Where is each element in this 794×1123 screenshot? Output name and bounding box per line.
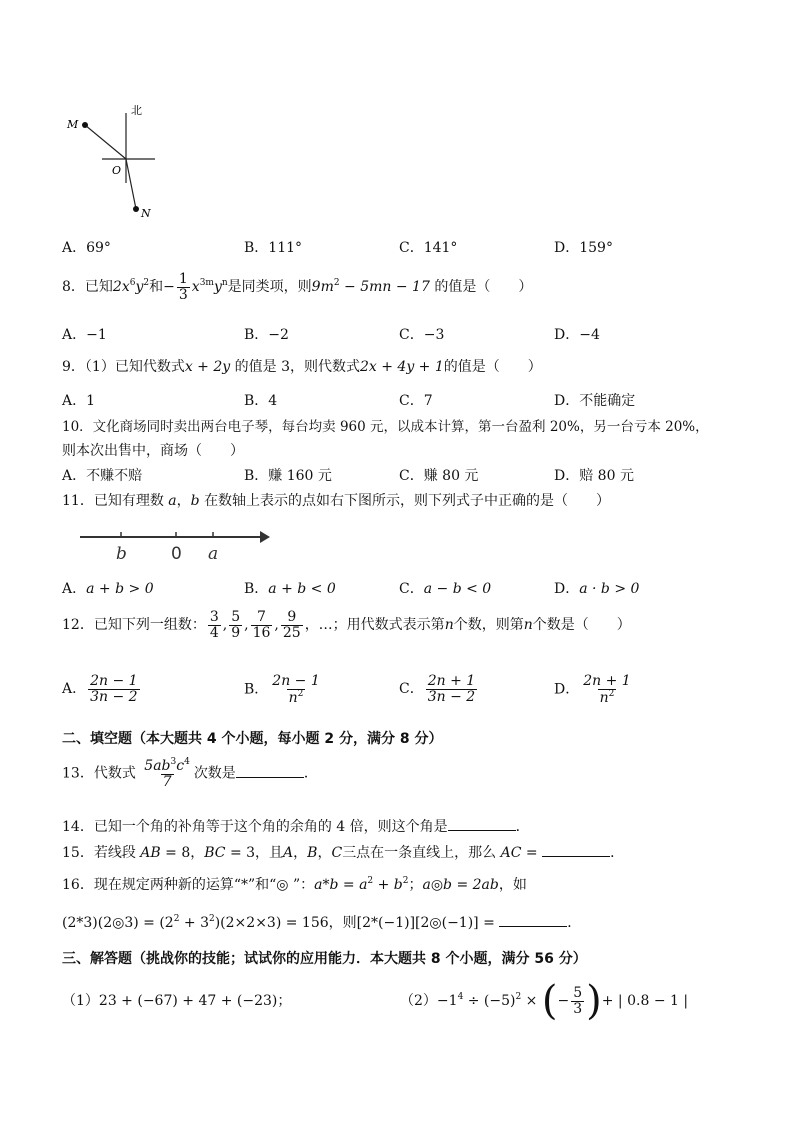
q8-option-d: D．−4	[554, 327, 600, 343]
q10-option-d: D．赔 80 元	[554, 468, 634, 484]
q11-option-b: B．a + b < 0	[244, 581, 336, 597]
q12-option-a: A． $\frac{2n - 1}{3n - 2}$	[62, 673, 138, 705]
q11-option-c: C．a − b < 0	[399, 581, 492, 597]
q7-option-b: B．111°	[244, 240, 303, 256]
q10-stem-line1: 10．文化商场同时卖出两台电子琴，每台均卖 960 元，以成本计算，第一台盈利 20%，另一台亏本 20%，	[62, 419, 709, 435]
q9-option-d: D．不能确定	[554, 393, 636, 409]
q8-stem: 8．已知$2x^6y^2$和− $\frac{1}{3}$ $x^{3m}y^n$是同类项，则$9m^2 - 5mn - 17$ 的值是（ ）	[62, 271, 533, 303]
q7-option-a: A．69°	[62, 240, 111, 256]
q9-stem: 9．（1）已知代数式x + 2y 的值是 3，则代数式2x + 4y + 1的值是（ ）	[62, 359, 542, 375]
q9-option-a: A．1	[62, 393, 96, 409]
q17-part2: $(2)-1^4 \div (-5)^2$ × (− $\frac{5}{3}$ )+ | 0.8 − 1 |	[400, 978, 689, 1024]
axis-label-a: a	[208, 544, 219, 564]
section-3-heading: 三、解答题（挑战你的技能；试试你的应用能力．本大题共 8 个小题，满分 56 分）	[62, 951, 587, 967]
q10-option-b: B．赚 160 元	[244, 468, 332, 484]
point-n-label: N	[141, 207, 151, 220]
q7-option-d: D．159°	[554, 240, 613, 256]
q9-option-c: C．7	[399, 393, 433, 409]
q12-option-c: C． $\frac{2n + 1}{3n - 2}$	[399, 673, 476, 705]
axis-label-b: b	[116, 544, 127, 564]
q8-option-a: A．−1	[62, 327, 107, 343]
direction-figure	[60, 98, 170, 223]
q16-example: (2*3)(2◎3) = $(2^2 + 3^2)(2\times 2\times 3) = 156$，则[2*(−1)][2◎(−1)] = ．	[62, 914, 582, 931]
q11-stem: 11．已知有理数 a，b 在数轴上表示的点如右下图所示，则下列式子中正确的是（ ）	[62, 493, 611, 509]
point-o-label: O	[112, 164, 122, 177]
q12-option-b: B． $\frac{2n - 1}{n^2}$	[244, 673, 320, 706]
q17-part1: （1）23 + (−67) + 47 + (−23)；	[62, 993, 292, 1009]
q7-option-c: C．141°	[399, 240, 458, 256]
q10-option-a: A．不赚不赔	[62, 468, 143, 484]
point-m-label: M	[67, 118, 79, 131]
axis-label-zero: 0	[171, 544, 182, 564]
q14-stem: 14．已知一个角的补角等于这个角的余角的 4 倍，则这个角是 ．	[62, 819, 530, 835]
q8-option-b: B．−2	[244, 327, 289, 343]
section-2-heading: 二、填空题（本大题共 4 个小题，每小题 2 分，满分 8 分）	[62, 731, 443, 747]
q8-option-c: C．−3	[399, 327, 445, 343]
q11-option-a: A．a + b > 0	[62, 581, 154, 597]
q12-stem: 12．已知下列一组数： $\frac{3}{4}$ , $\frac{5}{9}$ , $\frac{7}{16}$ , $\frac{9}{25}$ ，…；用代数式表示第n个数，则第n个数是（ ）	[62, 609, 631, 641]
q15-stem: 15．若线段 AB = 8，BC = 3，且A，B，C三点在一条直线上，那么 AC = ．	[62, 845, 625, 861]
north-label: 北	[131, 104, 142, 117]
q13-stem: 13．代数式 $\frac{5ab^3c^4}{7}$ 次数是 ．	[62, 757, 318, 790]
q9-option-b: B．4	[244, 393, 278, 409]
q10-option-c: C．赚 80 元	[399, 468, 479, 484]
number-line	[78, 526, 278, 566]
q16-stem: 16．现在规定两种新的运算“*”和“◎ ”：$a*b = a^2 + b^2$；a◎b = 2ab，如	[62, 876, 527, 893]
q12-option-d: D． $\frac{2n + 1}{n^2}$	[554, 673, 631, 706]
q11-option-d: D．a · b > 0	[554, 581, 640, 597]
q10-stem-line2: 则本次出售中，商场（ ）	[62, 443, 244, 459]
